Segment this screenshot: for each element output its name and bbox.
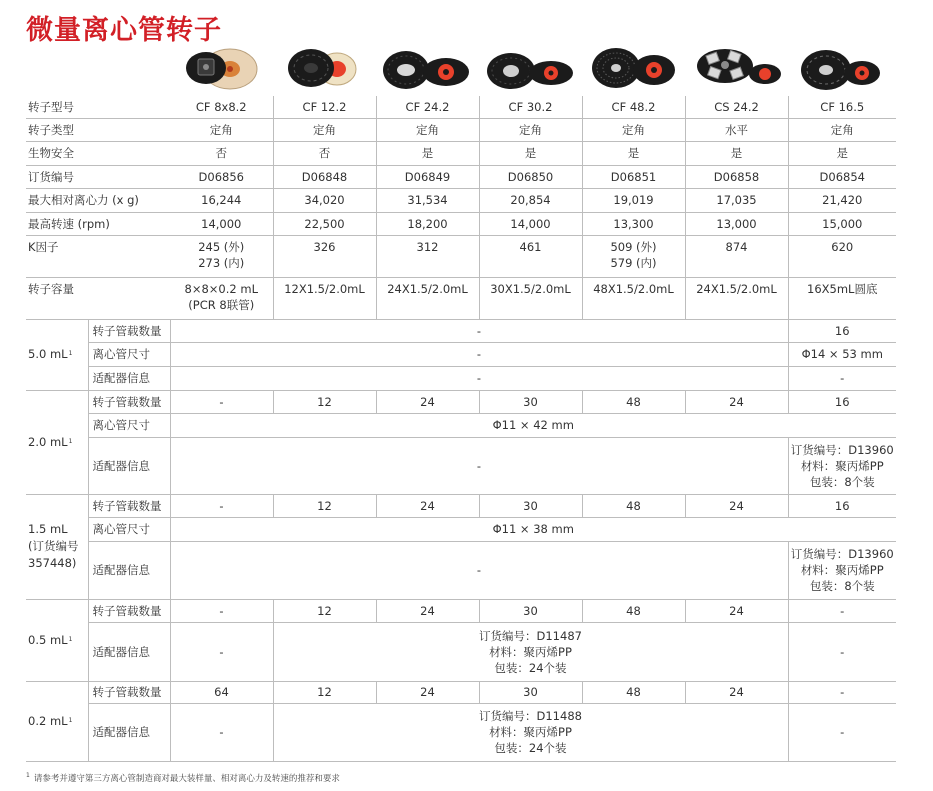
group-label-0-5ml: 0.5 $mL^1$: [26, 599, 88, 681]
g05-adapter-last: -: [788, 622, 896, 681]
kfactor-cell: 620: [788, 235, 896, 277]
footnote-mark: 1: [26, 772, 30, 779]
rcf-cell: 31,534: [376, 188, 479, 212]
g50-adapter-last: -: [788, 366, 896, 390]
row-type: [26, 118, 896, 141]
row-kfactor: [26, 235, 896, 277]
g15-size-all: Φ11 × 38 mm: [170, 517, 896, 541]
rotor-image-cf-16-5: [801, 50, 880, 90]
sublabel-count: 转子管载数量: [88, 494, 170, 517]
sublabel-size: 离心管尺寸: [88, 413, 170, 437]
sublabel-count: 转子管载数量: [88, 681, 170, 703]
row-capacity: [26, 277, 896, 319]
g05-count-cell: 12: [273, 599, 376, 622]
g20-count-cell: 24: [685, 390, 788, 413]
row-rpm: [26, 212, 896, 235]
row-model: [26, 96, 896, 118]
kfactor-cell: 874: [685, 235, 788, 277]
g15-count-cell: 24: [685, 494, 788, 517]
capacity-cell: 48X1.5/2.0mL: [582, 277, 685, 319]
row-order: [26, 165, 896, 188]
g02-adapter-mid: 订货编号：D11488 材料：聚丙烯PP 包装：24个装: [273, 703, 788, 761]
rotor-image-cf-8x8-2: [186, 49, 257, 89]
sublabel-count: 转子管载数量: [88, 319, 170, 342]
model-cell: CF 8x8.2: [170, 96, 273, 118]
model-cell: CF 48.2: [582, 96, 685, 118]
g15-adapter-last: 订货编号：D13960 材料：聚丙烯PP 包装：8个装: [788, 541, 896, 599]
g02-count-cell: 48: [582, 681, 685, 703]
sublabel-count: 转子管载数量: [88, 599, 170, 622]
type-cell: 定角: [582, 118, 685, 141]
label-type: 转子类型: [26, 118, 170, 141]
g50-adapter-span: -: [170, 366, 788, 390]
row-g15-count: [26, 494, 896, 517]
capacity-cell: 16X5mL圆底: [788, 277, 896, 319]
g50-size-span: -: [170, 342, 788, 366]
row-g05-count: [26, 599, 896, 622]
kfactor-cell: 245 (外) 273 (内): [170, 235, 273, 277]
capacity-cell: 30X1.5/2.0mL: [479, 277, 582, 319]
row-g15-size: [26, 517, 896, 541]
g20-adapter-last: 订货编号：D13960 材料：聚丙烯PP 包装：8个装: [788, 437, 896, 494]
rotor-image-cf-30-2: [487, 53, 573, 89]
row-g02-adapter: [26, 703, 896, 761]
sublabel-adapter: 适配器信息: [88, 366, 170, 390]
kfactor-cell: 312: [376, 235, 479, 277]
row-biosafe: [26, 141, 896, 165]
kfactor-cell: 509 (外) 579 (内): [582, 235, 685, 277]
label-order: 订货编号: [26, 165, 170, 188]
g50-size-last: Φ14 × 53 mm: [788, 342, 896, 366]
g15-count-cell: 30: [479, 494, 582, 517]
g15-count-cell: 24: [376, 494, 479, 517]
rotor-spec-table: [26, 96, 896, 762]
g05-adapter-mid: 订货编号：D11487 材料：聚丙烯PP 包装：24个装: [273, 622, 788, 681]
sublabel-adapter: 适配器信息: [88, 703, 170, 761]
g20-size-all: Φ11 × 42 mm: [170, 413, 896, 437]
biosafe-cell: 是: [376, 141, 479, 165]
capacity-cell: 24X1.5/2.0mL: [685, 277, 788, 319]
row-g02-count: [26, 681, 896, 703]
rpm-cell: 14,000: [479, 212, 582, 235]
g05-count-cell: 30: [479, 599, 582, 622]
g02-count-cell: -: [788, 681, 896, 703]
model-cell: CS 24.2: [685, 96, 788, 118]
row-g15-adapter: [26, 541, 896, 599]
label-model: 转子型号: [26, 96, 170, 118]
sublabel-adapter: 适配器信息: [88, 437, 170, 494]
order-cell: D06848: [273, 165, 376, 188]
g20-count-cell: 24: [376, 390, 479, 413]
rotor-images: [170, 44, 896, 94]
group-label-1-5ml: 1.5 mL (订货编号 357448): [26, 494, 88, 599]
order-cell: D06854: [788, 165, 896, 188]
type-cell: 定角: [788, 118, 896, 141]
row-g50-adapter: [26, 366, 896, 390]
biosafe-cell: 是: [788, 141, 896, 165]
model-cell: CF 16.5: [788, 96, 896, 118]
capacity-cell: 24X1.5/2.0mL: [376, 277, 479, 319]
g05-count-cell: -: [170, 599, 273, 622]
rotor-image-cf-12-2: [288, 49, 356, 87]
g15-count-cell: 16: [788, 494, 896, 517]
row-g20-adapter: [26, 437, 896, 494]
page-title: 微量离心管转子: [26, 15, 222, 46]
rcf-cell: 21,420: [788, 188, 896, 212]
group-label-0-2ml: 0.2 $mL^1$: [26, 681, 88, 761]
g02-count-cell: 24: [685, 681, 788, 703]
label-biosafe: 生物安全: [26, 141, 170, 165]
g15-count-cell: 12: [273, 494, 376, 517]
model-cell: CF 30.2: [479, 96, 582, 118]
g20-count-cell: 48: [582, 390, 685, 413]
group-label-5-0ml: 5.0 $mL^1$: [26, 319, 88, 390]
type-cell: 定角: [170, 118, 273, 141]
g20-count-cell: -: [170, 390, 273, 413]
rcf-cell: 17,035: [685, 188, 788, 212]
sublabel-count: 转子管载数量: [88, 390, 170, 413]
g02-count-cell: 30: [479, 681, 582, 703]
order-cell: D06850: [479, 165, 582, 188]
g05-count-cell: -: [788, 599, 896, 622]
capacity-cell: 8×8×0.2 mL (PCR 8联管): [170, 277, 273, 319]
biosafe-cell: 是: [582, 141, 685, 165]
label-capacity: 转子容量: [26, 277, 170, 319]
g50-count-last: 16: [788, 319, 896, 342]
row-g20-size: [26, 413, 896, 437]
type-cell: 定角: [376, 118, 479, 141]
type-cell: 定角: [273, 118, 376, 141]
kfactor-cell: 326: [273, 235, 376, 277]
capacity-cell: 12X1.5/2.0mL: [273, 277, 376, 319]
label-rpm: 最高转速 (rpm): [26, 212, 170, 235]
g20-count-cell: 30: [479, 390, 582, 413]
rcf-cell: 19,019: [582, 188, 685, 212]
sublabel-size: 离心管尺寸: [88, 517, 170, 541]
rpm-cell: 13,000: [685, 212, 788, 235]
model-cell: CF 12.2: [273, 96, 376, 118]
sublabel-adapter: 适配器信息: [88, 541, 170, 599]
row-g20-count: [26, 390, 896, 413]
row-rcf: [26, 188, 896, 212]
sublabel-adapter: 适配器信息: [88, 622, 170, 681]
g15-count-cell: -: [170, 494, 273, 517]
rpm-cell: 22,500: [273, 212, 376, 235]
row-g50-count: [26, 319, 896, 342]
g05-adapter-first: -: [170, 622, 273, 681]
biosafe-cell: 是: [479, 141, 582, 165]
rcf-cell: 34,020: [273, 188, 376, 212]
footnote: [26, 772, 340, 784]
rpm-cell: 13,300: [582, 212, 685, 235]
g15-count-cell: 48: [582, 494, 685, 517]
type-cell: 水平: [685, 118, 788, 141]
order-cell: D06856: [170, 165, 273, 188]
type-cell: 定角: [479, 118, 582, 141]
rotor-image-cf-48-2: [592, 48, 675, 88]
g20-count-cell: 16: [788, 390, 896, 413]
g20-count-cell: 12: [273, 390, 376, 413]
row-g05-adapter: [26, 622, 896, 681]
rotor-image-cs-24-2: [697, 49, 781, 84]
g02-adapter-first: -: [170, 703, 273, 761]
rpm-cell: 18,200: [376, 212, 479, 235]
g02-adapter-last: -: [788, 703, 896, 761]
g02-count-cell: 12: [273, 681, 376, 703]
label-rcf: 最大相对离心力 (x g): [26, 188, 170, 212]
g05-count-cell: 24: [376, 599, 479, 622]
kfactor-cell: 461: [479, 235, 582, 277]
rcf-cell: 16,244: [170, 188, 273, 212]
label-kfactor: K因子: [26, 235, 170, 277]
g50-count-span: -: [170, 319, 788, 342]
rpm-cell: 15,000: [788, 212, 896, 235]
g05-count-cell: 24: [685, 599, 788, 622]
g15-adapter-span: -: [170, 541, 788, 599]
sublabel-size: 离心管尺寸: [88, 342, 170, 366]
g20-adapter-span: -: [170, 437, 788, 494]
g05-count-cell: 48: [582, 599, 685, 622]
row-g50-size: [26, 342, 896, 366]
rpm-cell: 14,000: [170, 212, 273, 235]
model-cell: CF 24.2: [376, 96, 479, 118]
order-cell: D06849: [376, 165, 479, 188]
group-label-2-0ml: 2.0 $mL^1$: [26, 390, 88, 494]
g02-count-cell: 64: [170, 681, 273, 703]
biosafe-cell: 是: [685, 141, 788, 165]
biosafe-cell: 否: [170, 141, 273, 165]
footnote-text: 请参考并遵守第三方离心管制造商对最大装样量、相对离心力及转速的推荐和要求: [33, 774, 340, 784]
g02-count-cell: 24: [376, 681, 479, 703]
rotor-image-cf-24-2: [383, 51, 469, 89]
rcf-cell: 20,854: [479, 188, 582, 212]
biosafe-cell: 否: [273, 141, 376, 165]
order-cell: D06851: [582, 165, 685, 188]
order-cell: D06858: [685, 165, 788, 188]
